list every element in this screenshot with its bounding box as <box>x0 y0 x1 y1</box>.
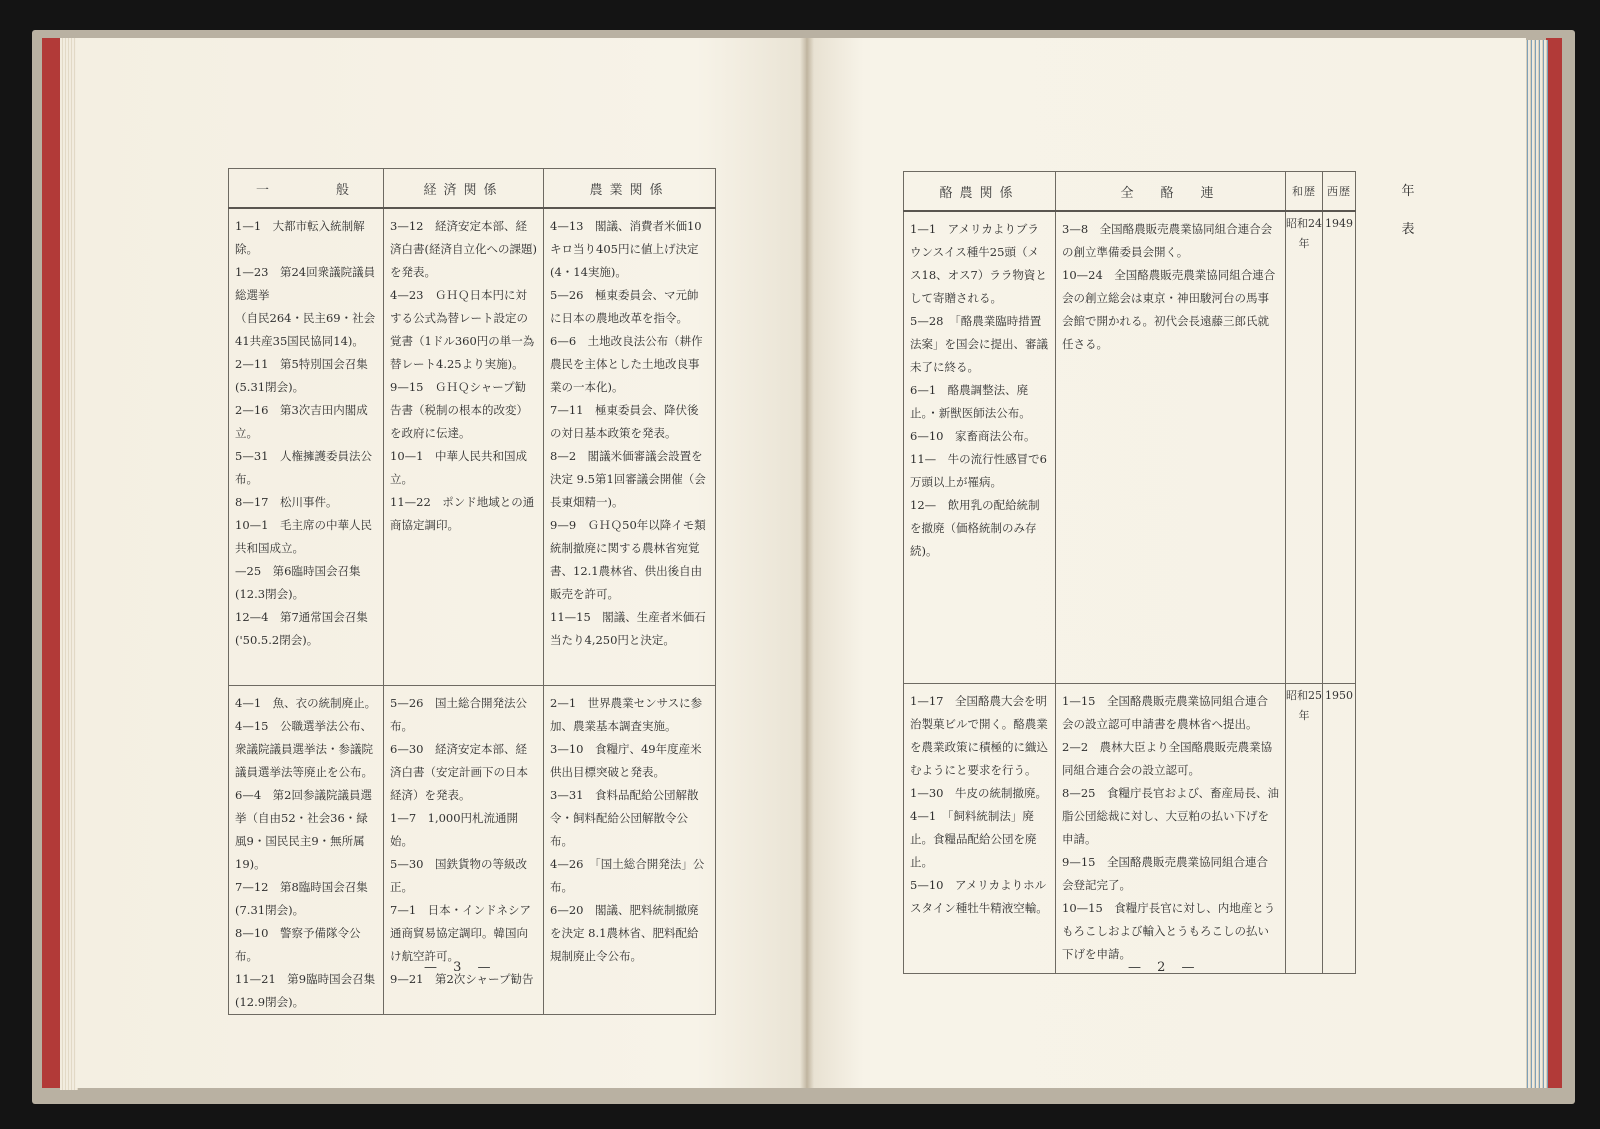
entry: 7—1 日本・インドネシア通商貿易協定調印。韓国向け航空許可。 <box>390 903 532 963</box>
entry: 7—11 極東委員会、降伏後の対日基本政策を発表。 <box>550 403 699 440</box>
entry: 10—15 食糧庁長官に対し、内地産とうもろこしおよび輸入とうもろこしの払い下げを申請。 <box>1062 901 1276 961</box>
entry: 6—6 土地改良法公布（耕作農民を主体とした土地改良事業の一本化)。 <box>550 334 703 394</box>
entry: 8—17 松川事件。 <box>235 495 338 509</box>
entry: 3—10 食糧庁、49年度産米供出目標突破と発表。 <box>550 742 702 779</box>
era-1949: 昭和24年 <box>1286 211 1323 684</box>
entry: 4—1 魚、衣の統制廃止。 <box>235 696 377 710</box>
header-western-year: 西歴 <box>1323 172 1356 212</box>
entry: 2—1 世界農業センサスに参加、農業基本調査実施。 <box>550 696 703 733</box>
entry: 6—20 閣議、肥料統制撤廃を決定 8.1農林省、肥料配給規制廃止令公布。 <box>550 903 699 963</box>
entry: —25 第6臨時国会召集(12.3閉会)。 <box>235 564 361 601</box>
book-gutter <box>800 38 814 1088</box>
cell-dairy-1949 <box>904 211 1056 684</box>
entry: 1—1 アメリカよりブラウンスイス種牛25頭（メス18、オス7）ララ物資として寄贈される。 <box>910 222 1047 305</box>
entry: 9—15 ＧＨＱシャープ勧告書（税制の根本的改変）を政府に伝達。 <box>390 380 528 440</box>
entry: 5—30 国鉄貨物の等級改正。 <box>390 857 527 894</box>
page-number-right: — 2 — <box>1128 960 1201 975</box>
side-title-char: 年 <box>1401 184 1415 199</box>
entry: 10—1 毛主席の中華人民共和国成立。 <box>235 518 372 555</box>
cell-general-1950 <box>229 686 384 1015</box>
cell-agriculture-1949 <box>544 208 716 686</box>
entry: 1—30 牛皮の統制撤廃。 <box>910 786 1047 800</box>
entry: 12— 飲用乳の配給統制を撤廃（価格統制のみ存続)。 <box>910 498 1040 558</box>
left-chronology-table <box>228 168 716 1015</box>
book-spine-edge-right <box>1546 38 1562 1088</box>
header-zenrakuren: 全 酪 連 <box>1056 172 1286 212</box>
entry: 2—2 農林大臣より全国酪農販売農業協同組合連合会の設立認可。 <box>1062 740 1273 777</box>
entry: 8—10 警察予備隊令公布。 <box>235 926 361 963</box>
cell-zenrakuren-1950 <box>1056 684 1286 974</box>
entry: 1—23 第24回衆議院議員総選挙 <box>235 265 376 302</box>
entry: 4—1 「飼料統制法」廃止。食糧品配給公団を廃止。 <box>910 809 1037 869</box>
header-dairy: 酪農関係 <box>904 172 1056 212</box>
entry: 10—1 中華人民共和国成立。 <box>390 449 527 486</box>
cell-economy-1949 <box>384 208 544 686</box>
entry: 1—1 大都市転入統制解除。 <box>235 219 365 256</box>
entry: 2—16 第3次吉田内閣成立。 <box>235 403 368 440</box>
entry: 1—15 全国酪農販売農業協同組合連合会の設立認可申請書を農林省へ提出。 <box>1062 694 1268 731</box>
cell-general-1949 <box>229 208 384 686</box>
entry: 6—10 家畜商法公布。 <box>910 429 1036 443</box>
entry: 4—26 「国土総合開発法」公布。 <box>550 857 705 894</box>
entry: （自民264・民主69・社会41共産35国民協同14)。 <box>235 311 376 348</box>
era-1950: 昭和25年 <box>1286 684 1323 974</box>
cell-dairy-1950 <box>904 684 1056 974</box>
header-general: 一 般 <box>229 169 384 209</box>
cell-agriculture-1950 <box>544 686 716 1015</box>
entry: 4—13 閣議、消費者米価10キロ当り405円に値上げ決定(4・14実施)。 <box>550 219 702 279</box>
entry: 8—25 食糧庁長官および、畜産局長、油脂公団総裁に対し、大豆粕の払い下げを申請。 <box>1062 786 1279 846</box>
side-title-char: 表 <box>1401 222 1415 237</box>
entry: 6—30 経済安定本部、経済白書（安定計画下の日本経済）を発表。 <box>390 742 528 802</box>
entry: 3—31 食料品配給公団解散令・飼料配給公団解散令公布。 <box>550 788 699 848</box>
entry: 4—15 公職選挙法公布、衆議院議員選挙法・参議院議員選挙法等廃止を公布。 <box>235 719 373 779</box>
entry: 5—26 極東委員会、マ元帥に日本の農地改革を指令。 <box>550 288 699 325</box>
entry: 12—4 第7通常国会召集('50.5.2閉会)。 <box>235 610 368 647</box>
entry: 5—31 人権擁護委員法公布。 <box>235 449 372 486</box>
entry: 11—15 閣議、生産者米価石当たり4,250円と決定。 <box>550 610 706 647</box>
year-1950: 1950 <box>1323 684 1356 974</box>
entry: 8—2 閣議米価審議会設置を決定 9.5第1回審議会開催（会長東畑精一)。 <box>550 449 706 509</box>
header-agriculture: 農業関係 <box>544 169 716 209</box>
entry: 9—9 ＧＨＱ50年以降イモ類統制撤廃に関する農林省宛覚書、12.1農林省、供出後自由販売を許可。 <box>550 518 706 601</box>
entry: 10—24 全国酪農販売農業協同組合連合会の創立総会は東京・神田駿河台の馬事会館で開かれる。初代会長遠藤三郎氏就任さる。 <box>1062 268 1276 351</box>
entry: 9—21 第2次シャープ勧告 <box>390 972 534 986</box>
header-economy: 経済関係 <box>384 169 544 209</box>
entry: 2—11 第5特別国会召集(5.31閉会)。 <box>235 357 368 394</box>
entry: 3—8 全国酪農販売農業協同組合連合会の創立準備委員会開く。 <box>1062 222 1273 259</box>
entry: 1—7 1,000円札流通開始。 <box>390 811 519 848</box>
entry: 6—1 酪農調整法、廃止。・新獣医師法公布。 <box>910 383 1031 420</box>
entry: 5—26 国土総合開発法公布。 <box>390 696 527 733</box>
entry: 11—21 第9臨時国会召集(12.9閉会)。 <box>235 972 376 1009</box>
header-japanese-era: 和歴 <box>1286 172 1323 212</box>
entry: 1—17 全国酪農大会を明治製菓ビルで開く。酪農業を農業政策に積極的に織込むようにと要求を行う。 <box>910 694 1048 777</box>
page-number-left: — 3 — <box>424 960 497 975</box>
entry: 11—22 ポンド地域との通商協定調印。 <box>390 495 535 532</box>
page-stack-right <box>1524 40 1548 1088</box>
entry: 6—4 第2回参議院議員選挙（自由52・社会36・緑風9・国民民主9・無所属19)。 <box>235 788 372 871</box>
year-1949: 1949 <box>1323 211 1356 684</box>
entry: 5—28 「酪農業臨時措置法案」を国会に提出、審議未了に終る。 <box>910 314 1048 374</box>
entry: 5—10 アメリカよりホルスタイン種牡牛精液空輸。 <box>910 878 1048 915</box>
entry: 3—12 経済安定本部、経済白書(経済自立化への課題)を発表。 <box>390 219 537 279</box>
right-chronology-table <box>903 171 1356 974</box>
entry: 11— 牛の流行性感冒で6万頭以上が罹病。 <box>910 452 1047 489</box>
entry: 9—15 全国酪農販売農業協同組合連合会登記完了。 <box>1062 855 1268 892</box>
cell-zenrakuren-1949 <box>1056 211 1286 684</box>
entry: 4—23 ＧＨＱ日本円に対する公式為替レート設定の覚書（1ドル360円の単一為替レート4.25より実施)。 <box>390 288 535 371</box>
side-title-nenpyo <box>1398 182 1418 240</box>
entry: 7—12 第8臨時国会召集(7.31閉会)。 <box>235 880 368 917</box>
